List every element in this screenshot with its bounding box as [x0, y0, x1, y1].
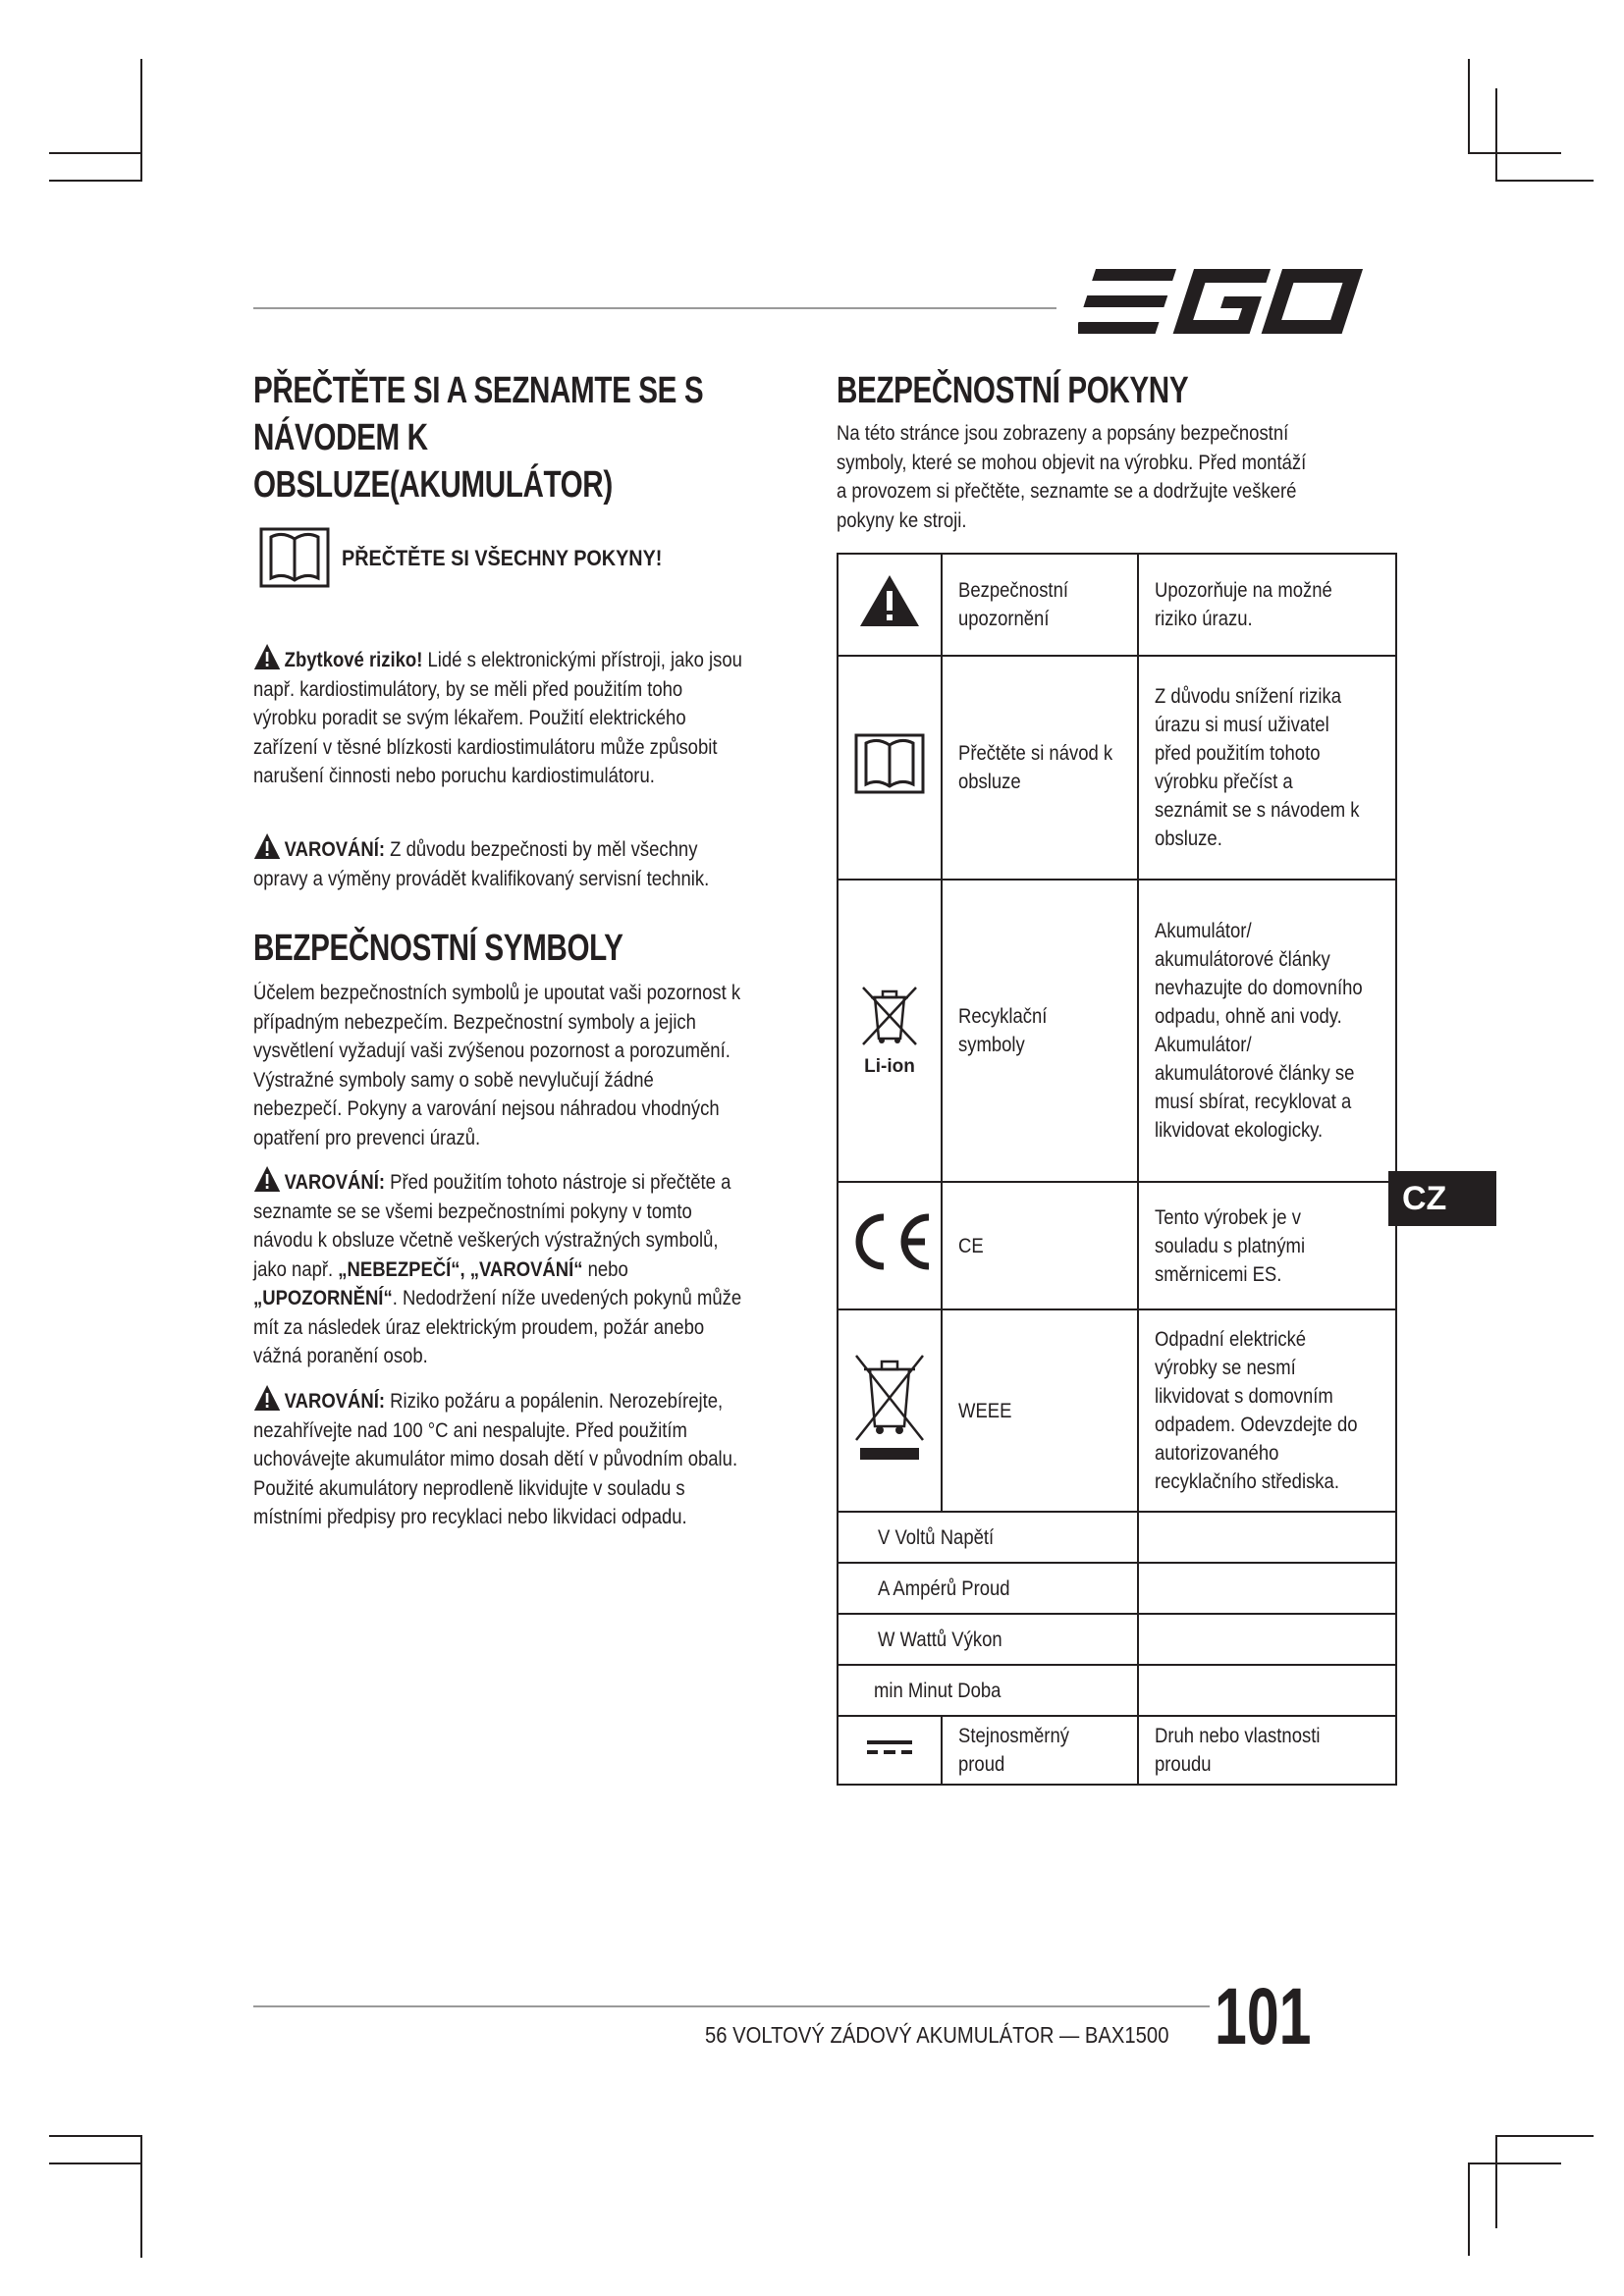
warning-keyword: „UPOZORNĚNÍ“: [253, 1287, 393, 1309]
warning-text: . Nedodržení níže uvedených pokynů může mít za následek úraz elektrickým proudem, požár anebo vážná poranění osob.: [253, 1287, 742, 1367]
warning-title: VAROVÁNÍ:: [284, 1171, 386, 1194]
table-row: [838, 656, 1396, 880]
warning-text: Před použitím tohoto nástroje si přečtěte a seznamte se se všemi bezpečnostními pokyny v tomto návodu k obsluze včetně veškerých výstražných symbolů, jako např.: [253, 1171, 731, 1281]
header-rule: [253, 307, 1056, 309]
crop-mark: [1468, 152, 1561, 154]
table-row: [838, 1563, 1396, 1614]
weee-bin-icon: [850, 1350, 929, 1464]
symbol-name: CE: [958, 1234, 984, 1257]
symbol-name: WEEE: [958, 1399, 1012, 1422]
crop-mark: [1495, 180, 1594, 182]
table-row: [838, 1309, 1396, 1512]
symbol-name: Bezpečnostní upozornění: [958, 579, 1068, 630]
crop-mark: [140, 59, 142, 182]
unit-desc-cell: [1138, 1512, 1396, 1563]
crop-mark: [140, 2135, 142, 2258]
symbol-desc: Odpadní elektrické výrobky se nesmí likvidovat s domovním odpadem. Odevzdejte do autorizovaného recyklačního střediska.: [1155, 1328, 1358, 1493]
right-intro-paragraph: Na této stránce jsou zobrazeny a popsány bezpečnostní symboly, které se mohou objevit na výrobku. Před montáží a provozem si přečtěte, seznamte se a dodržujte veškeré pokyny ke stroji.: [837, 422, 1307, 532]
symbol-desc-cell: [1138, 880, 1396, 1182]
symbol-cell: [838, 656, 942, 880]
warning-text: Z důvodu bezpečnosti by měl všechny opravy a výměny provádět kvalifikovaný servisní technik.: [253, 838, 710, 890]
crop-mark: [1495, 2135, 1497, 2228]
residual-risk-title: Zbytkové riziko!: [284, 649, 423, 671]
crop-mark: [1468, 2163, 1561, 2164]
left-title: PŘEČTĚTE SI A SEZNAMTE SE S NÁVODEM K OBSLUZE(AKUMULÁTOR): [253, 370, 704, 506]
residual-risk-text: Lidé s elektronickými přístroji, jako jsou např. kardiostimulátory, by se měli před použitím toho výrobku poradit se svým lékařem. Použití elektrického zařízení v těsné blízkosti kardiostimulátoru může způsobit narušení činnosti nebo poruchu kardiostimulátoru.: [253, 649, 742, 787]
symbols-intro-paragraph: Účelem bezpečnostních symbolů je upoutat vaši pozornost k případným nebezpečím. Bezpečnostní symboly a jejich vysvětlení vyžadují vaši zvýšenou pozornost a porozumění. Výstražné symboly samy o sobě nevylučují žádné nebezpečí. Pokyny a varování nejsou náhradou vhodných opatření pro prevenci úrazů.: [253, 982, 741, 1149]
table-row: [838, 1182, 1396, 1309]
symbol-cell: [838, 554, 942, 656]
ego-logo: [1078, 263, 1373, 342]
symbol-desc-cell: [1138, 1182, 1396, 1309]
symbol-name: Stejnosměrný proud: [958, 1725, 1069, 1776]
language-tab: CZ: [1388, 1171, 1496, 1226]
symbol-cell: [838, 1716, 942, 1785]
symbol-desc: Tento výrobek je v souladu s platnými směrnicemi ES.: [1155, 1205, 1306, 1286]
warning-icon: [253, 1384, 281, 1412]
symbol-name: Recyklační symboly: [958, 1005, 1048, 1056]
read-all-heading: PŘEČTĚTE SI VŠECHNY POKYNY!: [342, 546, 663, 570]
crop-mark: [1468, 59, 1470, 152]
symbol-desc: Akumulátor/ akumulátorové články nevhazujte do domovního odpadu, ohně ani vody. Akumulátor/ akumulátorové články se musí sbírat, recyklovat a likvidovat ekologicky.: [1155, 920, 1363, 1142]
symbol-name: Přečtěte si návod k obsluze: [958, 742, 1113, 793]
symbol-cell: [838, 1309, 942, 1512]
safety-symbols-table: [837, 553, 1397, 1786]
symbol-desc-cell: [1138, 1309, 1396, 1512]
read-manual-icon: [257, 523, 332, 592]
warning-repairs-paragraph: [253, 832, 744, 893]
warning-text: Riziko požáru a popálenin. Nerozebírejte, nezahřívejte nad 100 °C ani nespalujte. Před použitím uchovávejte akumulátor mimo dosah dětí v původním obalu. Použité akumulátory neprodleně likvidujte v souladu s místními předpisy pro recyklaci nebo likvidaci odpadu.: [253, 1390, 738, 1528]
unit-cell: [838, 1665, 1138, 1716]
warning-fire-paragraph: [253, 1384, 744, 1532]
symbol-cell: [838, 1182, 942, 1309]
warning-icon: [253, 1165, 281, 1193]
warning-keywords: „NEBEZPEČÍ“, „VAROVÁNÍ“: [338, 1257, 583, 1281]
symbol-name-cell: [942, 1309, 1138, 1512]
table-row: [838, 1512, 1396, 1563]
warning-text: nebo: [582, 1257, 628, 1281]
crop-mark: [1468, 2163, 1470, 2256]
table-row: [838, 1716, 1396, 1785]
symbol-cell: [838, 880, 942, 1182]
recycle-bin-icon: [855, 984, 924, 1048]
residual-risk-paragraph: [253, 643, 744, 791]
unit-text: V Voltů Napětí: [878, 1525, 995, 1549]
symbol-name-cell: [942, 1716, 1138, 1785]
ce-mark-icon: [844, 1209, 935, 1274]
crop-mark: [1495, 2135, 1594, 2137]
unit-cell: [838, 1563, 1138, 1614]
unit-cell: [838, 1512, 1138, 1563]
table-row: [838, 554, 1396, 656]
symbol-desc: Upozorňuje na možné riziko úrazu.: [1155, 579, 1332, 630]
unit-text: W Wattů Výkon: [878, 1628, 1002, 1651]
warning-icon: [253, 643, 281, 670]
symbol-desc: Druh nebo vlastnosti proudu: [1155, 1725, 1321, 1776]
warning-triangle-icon: [858, 573, 921, 628]
footer-text: 56 VOLTOVÝ ZÁDOVÝ AKUMULÁTOR — BAX1500: [705, 2022, 1169, 2048]
footer-rule: [253, 2005, 1210, 2007]
unit-cell: [838, 1614, 1138, 1665]
warning-icon: [253, 832, 281, 860]
table-row: [838, 880, 1396, 1182]
symbol-desc-cell: [1138, 554, 1396, 656]
table-row: [838, 1614, 1396, 1665]
warning-title: VAROVÁNÍ:: [284, 1390, 386, 1413]
right-title: BEZPEČNOSTNÍ POKYNY: [837, 370, 1189, 411]
symbol-desc-cell: [1138, 656, 1396, 880]
symbol-desc-cell: [1138, 1716, 1396, 1785]
unit-desc-cell: [1138, 1614, 1396, 1665]
crop-mark: [49, 180, 142, 182]
crop-mark: [49, 152, 142, 154]
crop-mark: [1495, 88, 1497, 182]
warning-read-paragraph: [253, 1165, 744, 1371]
symbols-heading: BEZPEČNOSTNÍ SYMBOLY: [253, 928, 623, 969]
warning-title: VAROVÁNÍ:: [284, 838, 386, 861]
table-row: [838, 1665, 1396, 1716]
crop-mark: [49, 2163, 142, 2164]
crop-mark: [49, 2135, 142, 2137]
symbol-name-cell: [942, 1182, 1138, 1309]
symbol-name-cell: [942, 656, 1138, 880]
symbol-name-cell: [942, 554, 1138, 656]
symbol-name-cell: [942, 880, 1138, 1182]
read-manual-icon: [852, 729, 927, 798]
liion-label: Li-ion: [864, 1056, 915, 1077]
page-number: 101: [1215, 1972, 1312, 2061]
symbol-desc: Z důvodu snížení rizika úrazu si musí uživatel před použitím tohoto výrobku přečíst a seznámit se s návodem k obsluze.: [1155, 685, 1360, 850]
unit-text: A Ampérů Proud: [878, 1576, 1010, 1600]
unit-desc-cell: [1138, 1665, 1396, 1716]
dc-current-icon: [865, 1737, 914, 1757]
unit-desc-cell: [1138, 1563, 1396, 1614]
unit-text: min Minut Doba: [874, 1679, 1001, 1702]
